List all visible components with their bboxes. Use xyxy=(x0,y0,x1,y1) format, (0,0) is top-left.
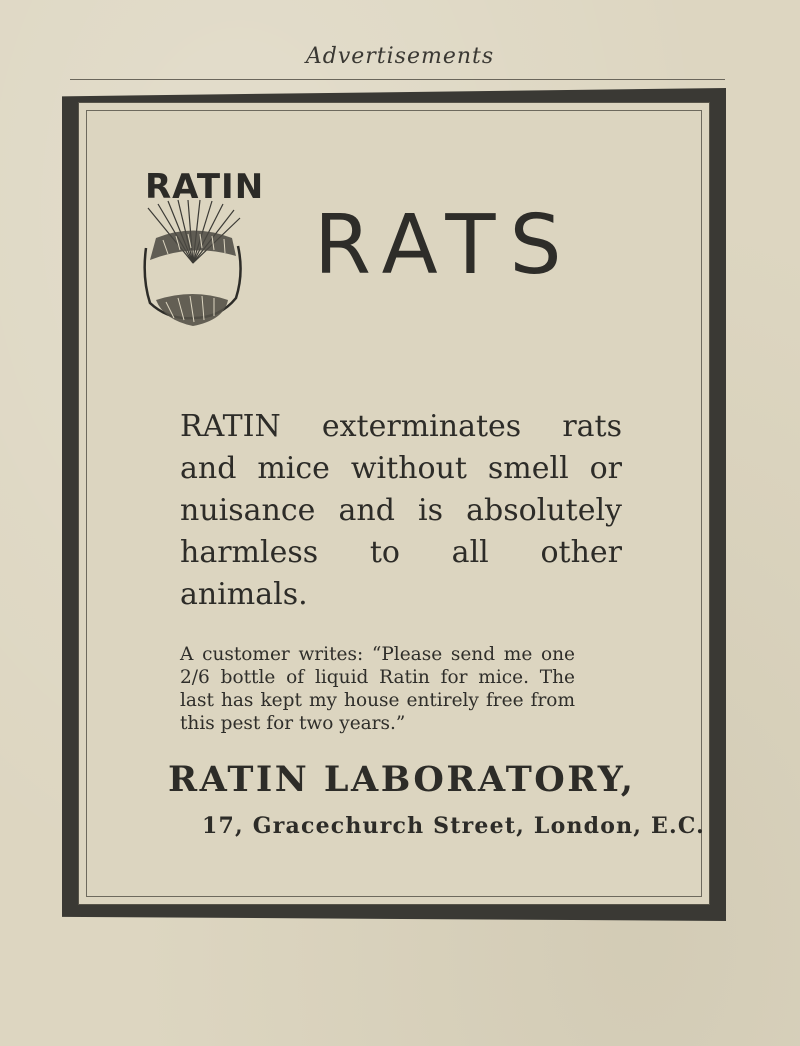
customer-testimonial: A customer writes: “Please send me one 2/6 bottle of liquid Ratin for mice. The last has kept my house entirely free from this pest for two years.” xyxy=(180,644,575,734)
company-name: RATIN LABORATORY, xyxy=(168,759,636,800)
ratin-logo-text: RATIN xyxy=(145,167,265,207)
advert-body-text: RATIN exterminates rats and mice without smell or nuisance and is absolutely harmless to all other animals. xyxy=(180,409,622,612)
running-head: Advertisements xyxy=(305,44,495,69)
header-rule xyxy=(70,79,725,80)
rats-headline: RATS xyxy=(314,198,576,293)
company-address: 17, Gracechurch Street, London, E.C. xyxy=(202,813,706,839)
